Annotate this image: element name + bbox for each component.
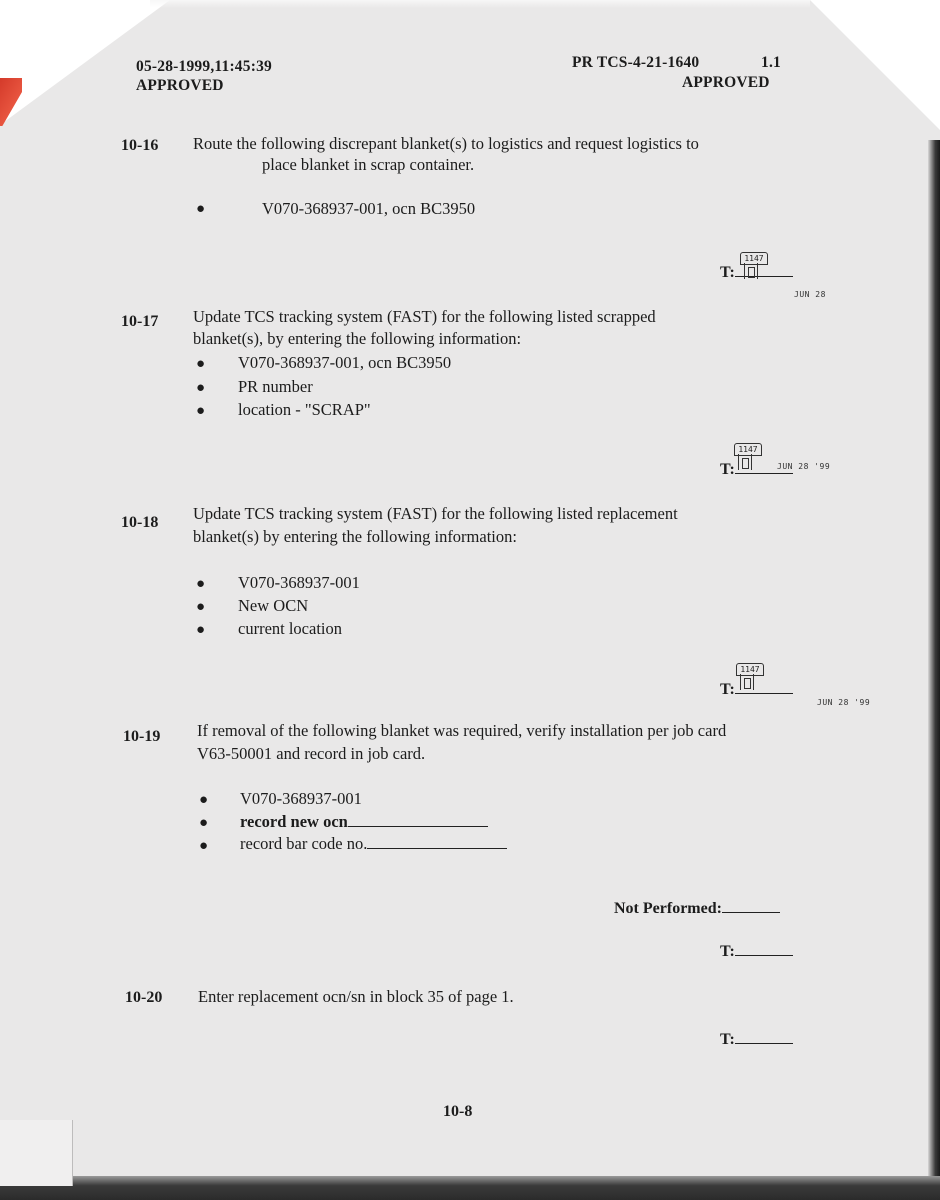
- signoff-label: T:: [720, 264, 735, 281]
- bullet-icon: ●: [199, 792, 209, 808]
- step-text-line: Route the following discrepant blanket(s) to logistics and request logistics to: [193, 134, 699, 153]
- red-paper-edge: [0, 78, 22, 126]
- header-revision: 1.1: [761, 54, 781, 71]
- bullet-icon: ●: [199, 815, 209, 831]
- signoff-label: T:: [720, 943, 735, 960]
- step-text-line: Enter replacement ocn/sn in block 35 of page 1.: [198, 987, 514, 1006]
- step-text-line: blanket(s), by entering the following information:: [193, 329, 522, 348]
- bullet-text: PR number: [238, 377, 313, 396]
- bullet-icon: ●: [196, 622, 206, 638]
- record-barcode-field[interactable]: [240, 834, 507, 854]
- signoff-field[interactable]: [720, 1029, 793, 1049]
- record-ocn-field[interactable]: [240, 812, 488, 832]
- inspector-stamp: [730, 663, 760, 689]
- page-number: 10-8: [443, 1103, 473, 1120]
- date-stamp: JUN 28 '99: [777, 462, 831, 471]
- step-number: 10-16: [121, 137, 159, 154]
- step-text-line: Update TCS tracking system (FAST) for the following listed replacement: [193, 504, 678, 523]
- bullet-text: New OCN: [238, 596, 309, 615]
- step-number: 10-20: [125, 989, 163, 1006]
- bullet-text: location - "SCRAP": [238, 400, 371, 419]
- inspector-stamp: [734, 252, 764, 278]
- stamp-id: 1147: [734, 443, 762, 456]
- signoff-label: T:: [720, 681, 735, 698]
- step-text-line: Update TCS tracking system (FAST) for the following listed scrapped: [193, 307, 656, 326]
- bottom-scan-edge: [0, 1176, 940, 1200]
- signoff-label: T:: [720, 1031, 735, 1048]
- bullet-text: current location: [238, 619, 342, 638]
- signoff-field[interactable]: [720, 941, 793, 961]
- step-text-line: If removal of the following blanket was required, verify installation per job card: [197, 721, 727, 740]
- bullet-icon: ●: [196, 599, 206, 615]
- bullet-icon: ●: [196, 201, 206, 217]
- folded-corner-top-right: [810, 0, 940, 130]
- bullet-icon: ●: [196, 356, 206, 372]
- top-shadow: [150, 0, 810, 8]
- step-number: 10-19: [123, 728, 161, 745]
- date-stamp: JUN 28 '99: [817, 698, 871, 707]
- step-text-line: blanket(s) by entering the following information:: [193, 527, 517, 546]
- bullet-icon: ●: [196, 380, 206, 396]
- right-scan-edge: [928, 140, 940, 1180]
- bullet-text: V070-368937-001: [240, 789, 362, 808]
- not-performed-field[interactable]: [614, 898, 780, 918]
- header-datetime: 05-28-1999,11:45:39: [136, 58, 272, 75]
- step-number: 10-18: [121, 514, 159, 531]
- inspector-stamp: [728, 443, 758, 469]
- header-pr-number: PR TCS-4-21-1640: [572, 54, 700, 71]
- step-number: 10-17: [121, 313, 159, 330]
- bullet-text: record new ocn: [240, 812, 348, 831]
- signoff-label: T:: [720, 461, 735, 478]
- bottom-left-paper-tab: [0, 1120, 73, 1186]
- stamp-id: 1147: [736, 663, 764, 676]
- bullet-text: record bar code no.: [240, 834, 368, 853]
- bullet-text: V070-368937-001: [238, 573, 360, 592]
- bullet-text: V070-368937-001, ocn BC3950: [238, 353, 452, 372]
- step-text-line: V63-50001 and record in job card.: [197, 744, 426, 763]
- stamp-id: 1147: [740, 252, 768, 265]
- step-text-line: place blanket in scrap container.: [262, 155, 475, 174]
- bullet-icon: ●: [196, 403, 206, 419]
- date-stamp: JUN 28: [794, 290, 826, 299]
- header-right-status: APPROVED: [682, 74, 770, 91]
- bullet-icon: ●: [199, 838, 209, 854]
- not-performed-label: Not Performed:: [614, 900, 722, 917]
- bullet-text: V070-368937-001, ocn BC3950: [262, 199, 476, 218]
- bullet-icon: ●: [196, 576, 206, 592]
- header-left-status: APPROVED: [136, 77, 224, 94]
